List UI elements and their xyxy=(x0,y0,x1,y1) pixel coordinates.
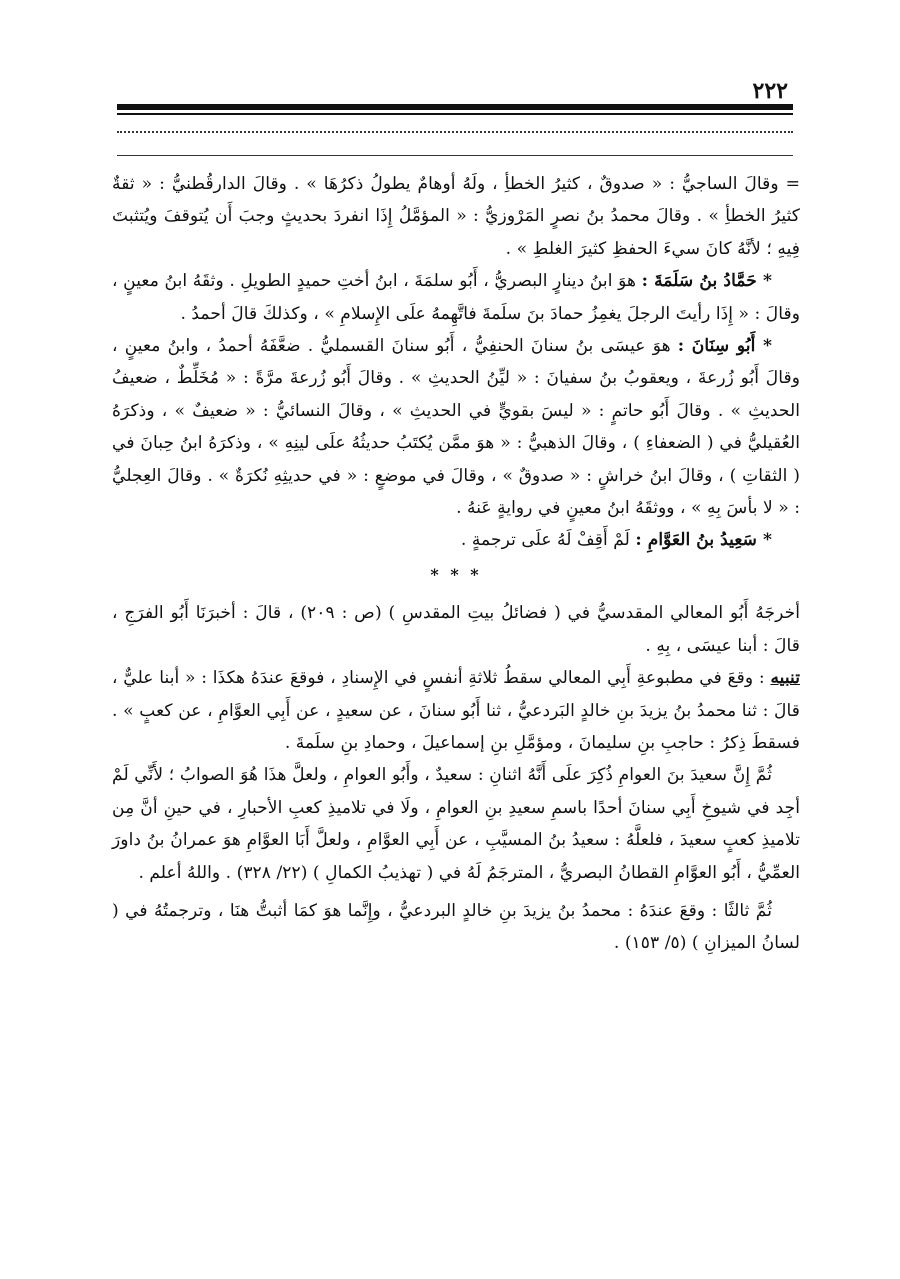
paragraph xyxy=(112,168,800,265)
narrator-entry xyxy=(112,330,800,524)
paragraph-text: = وقالَ الساجيُّ : « صدوقٌ ، كثيرُ الخطأِ ، ولَهُ أوهامٌ يطولُ ذكرُهَا » . وقالَ الدارقُطنيُّ : « ثقةٌ كثيرُ الخطأِ » . وقالَ محمدُ بنُ نصرٍ المَرْوزيُّ : « المؤمَّلُ إِذَا انفردَ بحديثٍ وجبَ أَن يُتوقفَ ويُتثبتَ فِيهِ ؛ لأنَّهُ كانَ سيءَ الحفظِ كثيرَ الغلطِ » . xyxy=(112,174,800,259)
paragraph xyxy=(112,597,800,662)
note-label: تنبيه xyxy=(770,668,800,689)
narrator-name: * أَبُو سِنَانَ : xyxy=(677,336,773,357)
footnote-separator xyxy=(117,155,793,156)
dotted-divider xyxy=(117,131,793,133)
narrator-text: لَمْ أَقِفْ لَهُ علَى ترجمةٍ . xyxy=(460,530,636,551)
narrator-entry xyxy=(112,524,800,556)
header-rule-thick xyxy=(117,104,793,110)
section-separator: * * * xyxy=(430,564,482,584)
paragraph xyxy=(112,759,800,889)
narrator-entry xyxy=(112,265,800,330)
narrator-text: هوَ ابنُ دينارٍ البصريُّ ، أَبُو سلمَةَ ، ابنُ أختِ حميدٍ الطويلِ . وثقَهُ ابنُ معينٍ ، وقالَ : « إِذَا رأيتَ الرجلَ يغمِزُ حمادَ بنَ سلَمةَ فاتَّهِمهُ علَى الإِسلامِ » ، وكذلكَ قالَ أحمدُ . xyxy=(112,271,800,324)
page-number: ٢٢٢ xyxy=(752,78,788,104)
paragraph xyxy=(112,662,800,759)
page-body xyxy=(112,168,800,960)
paragraph-text: ثُمَّ ثالثًا : وقعَ عندَهُ : محمدُ بنُ يزيدَ بنِ خالدٍ البردعيُّ ، وإِنَّما هوَ كمَا أثبتُّ هنَا ، وترجمتُهُ في ( لسانُ الميزانِ ) (٥/ ١٥٣) . xyxy=(112,900,800,954)
narrator-name: * حَمَّادُ بنُ سَلَمَةَ : xyxy=(641,271,772,292)
paragraph-text: ثُمَّ إِنَّ سعيدَ بنَ العوامِ ذُكِرَ علَى أَنَّهُ اثنانِ : سعيدٌ ، وأَبُو العوامِ ، ولعلَّ هذَا هُوَ الصوابُ ؛ لأَنِّي لَمْ أجِد في شيوخِ أَبِي سنانَ أحدًا باسمِ سعيدِ بنِ العوامِ ، ولَا في تلاميذِ كعبِ الأحبارِ ، في حينِ أنَّ مِن تلاميذِ كعبٍ سعيدَ ، فلعلَّهُ : سعيدُ بنُ المسيَّبِ ، عن أَبِي العوَّامِ ، ولعلَّ أَبَا العوَّامِ هوَ عمرانُ بنُ داورَ العمِّيُّ ، أَبُو العوَّامِ القطانُ البصريُّ ، المترجَمُ لَهُ في ( تهذيبُ الكمالِ ) (٢٢/ ٣٢٨) . واللهُ أعلم . xyxy=(112,765,800,883)
paragraph-text: أخرجَهُ أَبُو المعالي المقدسيُّ في ( فضائلُ بيتِ المقدسِ ) (ص : ٢٠٩) ، قالَ : أخبرَنَا أَبُو الفرَجِ ، قالَ : أبنا عيسَى ، بِهِ . xyxy=(112,603,800,656)
header-rule-thin xyxy=(117,113,793,115)
narrator-text: هوَ عيسَى بنُ سنانَ الحنفِيُّ ، أَبُو سنانَ القسمليُّ . ضعَّفَهُ أحمدُ ، وابنُ معينٍ ، وقالَ أَبُو زُرعةَ ، ويعقوبُ بنُ سفيانَ : « ليِّنُ الحديثِ » . وقالَ أَبُو زُرعةَ مرَّةً : « مُخَلِّطٌ ، ضعيفُ الحديثِ » . وقالَ أَبُو حاتمٍ : « ليسَ بقويٍّ في الحديثِ » ، وقالَ النسائيُّ : « ضعيفٌ » ، وذكرَهُ العُقيليُّ في ( الضعفاءِ ) ، وقالَ الذهبيُّ : « هوَ ممَّن يُكتَبُ حديثُهُ علَى لينِهِ » ، وذكرَهُ ابنُ حِبانَ في ( الثقاتِ ) ، وقالَ ابنُ خراشٍ : « صدوقٌ » ، وقالَ في موضعٍ : « في حديثِهِ نُكرَةٌ » . وقالَ العِجليُّ : « لا بأسَ بِهِ » ، ووثقَهُ ابنُ معينٍ في روايةٍ عَنهُ . xyxy=(112,336,800,519)
narrator-name: * سَعِيدُ بنُ العَوَّامِ : xyxy=(635,530,772,551)
paragraph xyxy=(112,895,800,960)
paragraph-text: : وقعَ في مطبوعةِ أَبِي المعالي سقطُ ثلاثةِ أنفسٍ في الإِسنادِ ، فوقعَ عندَهُ هكذَا : « أبنا عليٌّ ، قالَ : ثنا محمدُ بنُ يزيدَ بنِ خالدٍ البَردعيُّ ، ثنا أَبُو سنانَ ، عن سعيدٍ ، عن أَبِي العوَّامِ ، عن كعبٍ » . فسقطَ ذِكرُ : حاجبِ بنِ سليمانَ ، ومؤمَّلِ بنِ إسماعيلَ ، وحمادِ بنِ سلَمةَ . xyxy=(112,668,800,753)
